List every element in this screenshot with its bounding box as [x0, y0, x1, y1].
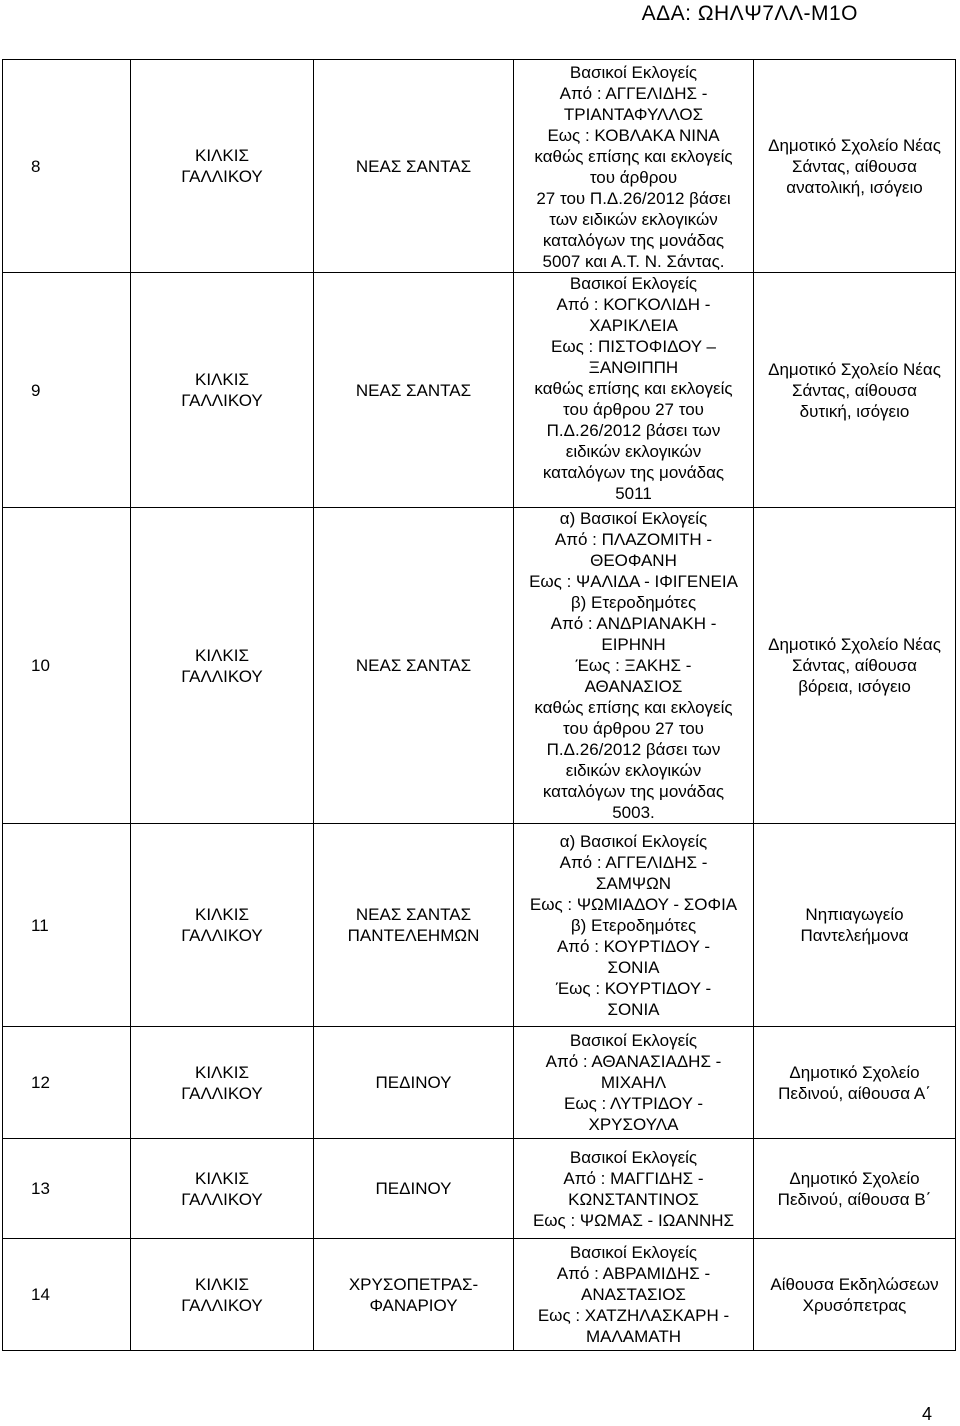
table-row [3, 1139, 956, 1239]
voters-cell: Βασικοί Εκλογείς Από : ΑΓΓΕΛΙΔΗΣ - ΤΡΙΑΝΤΑΦΥΛΛΟΣ Εως : ΚΟΒΛΑΚΑ ΝΙΝΑ καθώς επίσης και εκλογείς του άρθρου 27 του Π.Δ.26/2012 βάσει των ειδικών εκλογικών καταλόγων της μονάδας 5007 και Α.Τ. Ν. Σάντας. [534, 63, 733, 271]
row-number: 14 [3, 1239, 131, 1351]
municipality-cell: ΚΙΛΚΙΣ ΓΑΛΛΙΚΟΥ [181, 905, 263, 945]
voters-cell: Βασικοί Εκλογείς Από : ΑΒΡΑΜΙΔΗΣ - ΑΝΑΣΤΑΣΙΟΣ Εως : ΧΑΤΖΗΛΑΣΚΑΡΗ - ΜΑΛΑΜΑΤΗ [537, 1243, 730, 1346]
location-cell: Δημοτικό Σχολείο Νέας Σάντας, αίθουσα δυτική, ισόγειο [768, 359, 941, 421]
table-row [3, 273, 956, 508]
community-cell: ΝΕΑΣ ΣΑΝΤΑΣ [355, 656, 472, 675]
location-cell: Δημοτικό Σχολείο Πεδινού, αίθουσα Β΄ [777, 1168, 932, 1209]
ada-code: ΑΔΑ: ΩΗΛΨ7ΛΛ-Μ1Ο [641, 2, 858, 25]
municipality-cell: ΚΙΛΚΙΣ ΓΑΛΛΙΚΟΥ [181, 1274, 263, 1315]
page-number: 4 [922, 1404, 933, 1424]
community-cell: ΝΕΑΣ ΣΑΝΤΑΣ ΠΑΝΤΕΛΕΗΜΩΝ [347, 905, 480, 945]
table-row [3, 508, 956, 824]
voters-cell: α) Βασικοί Εκλογείς Από : ΑΓΓΕΛΙΔΗΣ - ΣΑΜΨΩΝ Εως : ΨΩΜΙΑΔΟΥ - ΣΟΦΙΑ β) Ετεροδημότες Από : ΚΟΥΡΤΙΔΟΥ - ΣΟΝΙΑ Έως : ΚΟΥΡΤΙΔΟΥ - ΣΟΝΙΑ [529, 831, 738, 1019]
row-number: 8 [3, 60, 131, 273]
table-row [3, 1239, 956, 1351]
location-cell: Δημοτικό Σχολείο Πεδινού, αίθουσα Α΄ [778, 1062, 931, 1103]
voters-cell: Βασικοί Εκλογείς Από : ΜΑΓΓΙΔΗΣ - ΚΩΝΣΤΑΝΤΙΝΟΣ Εως : ΨΩΜΑΣ - ΙΩΑΝΝΗΣ [532, 1147, 735, 1230]
municipality-cell: ΚΙΛΚΙΣ ΓΑΛΛΙΚΟΥ [181, 370, 263, 410]
municipality-cell: ΚΙΛΚΙΣ ΓΑΛΛΙΚΟΥ [181, 1168, 263, 1209]
row-number: 12 [3, 1027, 131, 1139]
row-number: 11 [3, 824, 131, 1027]
location-cell: Δημοτικό Σχολείο Νέας Σάντας, αίθουσα ανατολική, ισόγειο [768, 135, 941, 197]
location-cell: Δημοτικό Σχολείο Νέας Σάντας, αίθουσα βόρεια, ισόγειο [768, 635, 941, 696]
voters-cell: Βασικοί Εκλογείς Από : ΚΟΓΚΟΛΙΔΗ - ΧΑΡΙΚΛΕΙΑ Εως : ΠΙΣΤΟΦΙΔΟΥ – ΞΑΝΘΙΠΠΗ καθώς επίσης και εκλογείς του άρθρου 27 του Π.Δ.26/2012 βάσει των ειδικών εκλογικών καταλόγων της μονάδας 5011 [534, 274, 733, 503]
voters-cell: α) Βασικοί Εκλογείς Από : ΠΛΑΖΟΜΙΤΗ - ΘΕΟΦΑΝΗ Εως : ΨΑΛΙΔΑ - ΙΦΙΓΕΝΕΙΑ β) Ετεροδημότες Από : ΑΝΔΡΙΑΝΑΚΗ - ΕΙΡΗΝΗ Έως : ΞΑΚΗΣ - ΑΘΑΝΑΣΙΟΣ καθώς επίσης και εκλογείς του άρθρου 27 του Π.Δ.26/2012 βάσει των ειδικών εκλογικών καταλόγων της μονάδας 5003. [529, 509, 738, 822]
table-row [3, 1027, 956, 1139]
voters-cell: Βασικοί Εκλογείς Από : ΑΘΑΝΑΣΙΑΔΗΣ - ΜΙΧΑΗΛ Εως : ΛΥΤΡΙΔΟΥ - ΧΡΥΣΟΥΛΑ [545, 1031, 722, 1134]
municipality-cell: ΚΙΛΚΙΣ ΓΑΛΛΙΚΟΥ [181, 645, 263, 686]
row-number: 9 [3, 273, 131, 508]
row-number: 13 [3, 1139, 131, 1239]
polling-stations-table [2, 59, 956, 1351]
row-number: 10 [3, 508, 131, 824]
table-row [3, 824, 956, 1027]
community-cell: ΝΕΑΣ ΣΑΝΤΑΣ [355, 156, 472, 176]
municipality-cell: ΚΙΛΚΙΣ ΓΑΛΛΙΚΟΥ [181, 146, 263, 186]
community-cell: ΠΕΔΙΝΟΥ [375, 1073, 452, 1092]
community-cell: ΝΕΑΣ ΣΑΝΤΑΣ [355, 380, 472, 400]
location-cell: Νηπιαγωγείο Παντελεήμονα [800, 905, 909, 945]
table-row [3, 60, 956, 273]
community-cell: ΠΕΔΙΝΟΥ [375, 1179, 452, 1198]
municipality-cell: ΚΙΛΚΙΣ ΓΑΛΛΙΚΟΥ [181, 1062, 263, 1103]
community-cell: ΧΡΥΣΟΠΕΤΡΑΣ- ΦΑΝΑΡΙΟΥ [348, 1274, 479, 1315]
location-cell: Αίθουσα Εκδηλώσεων Χρυσόπετρας [770, 1274, 939, 1315]
